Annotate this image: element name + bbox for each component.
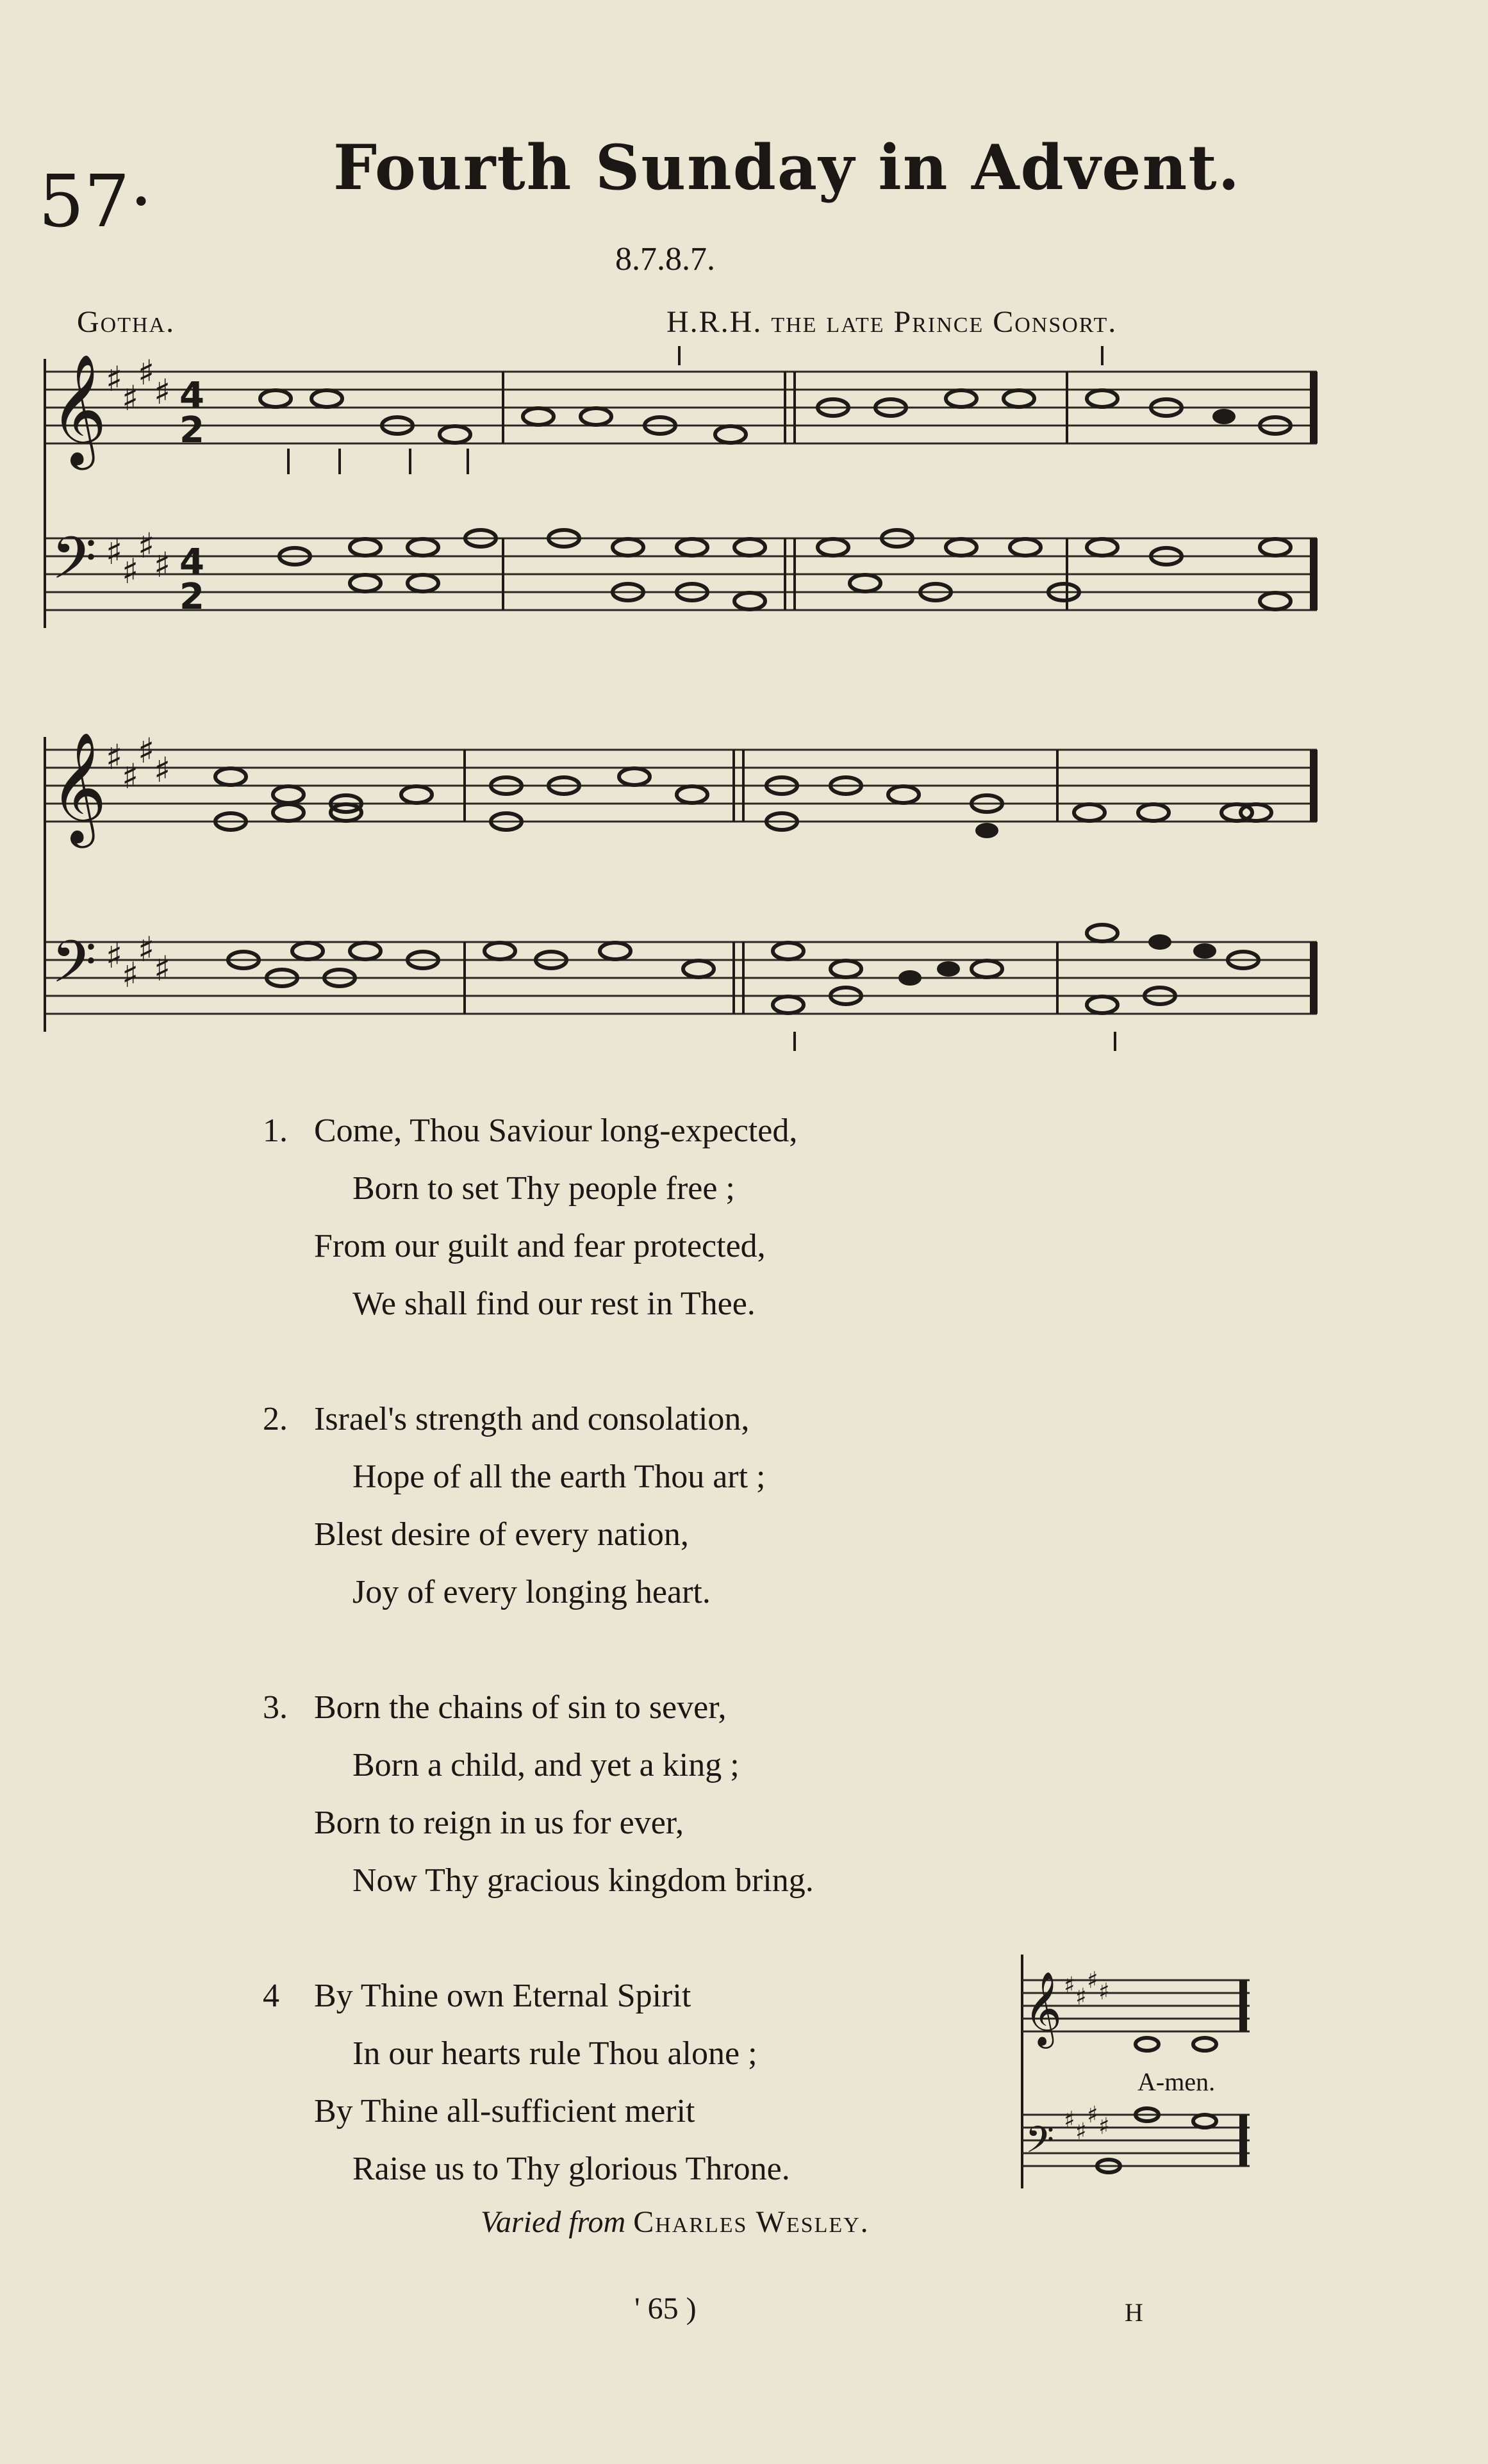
svg-text:♯: ♯: [1087, 1967, 1098, 1994]
svg-text:♯: ♯: [1098, 1979, 1110, 2005]
verse-number: 4: [263, 1978, 279, 2014]
svg-text:♯: ♯: [1087, 2102, 1098, 2128]
svg-text:♯: ♯: [1075, 1984, 1087, 2010]
svg-text:♯: ♯: [138, 929, 155, 970]
tune-name: Gotha.: [77, 305, 176, 339]
verse-line: 1. Come, Thou Saviour long-expected,: [314, 1102, 797, 1160]
verse-4: [263, 1967, 790, 2198]
verse-line: From our guilt and fear protected,: [314, 1228, 766, 1264]
svg-text:♯: ♯: [154, 948, 171, 989]
svg-text:♯: ♯: [138, 352, 155, 393]
treble-clef-icon: 𝄞: [1024, 1971, 1062, 2046]
svg-text:2: 2: [179, 409, 204, 451]
treble-clef-icon: 𝄞: [50, 732, 107, 843]
verse-number: 3.: [263, 1689, 288, 1726]
svg-text:♯: ♯: [106, 532, 123, 572]
verse-line: By Thine all-sufficient merit: [314, 2093, 695, 2129]
amen-label: A-men.: [1137, 2067, 1216, 2096]
verse-line: 3. Born the chains of sin to sever,: [314, 1679, 814, 1737]
verse-line: Hope of all the earth Thou art ;: [352, 1459, 766, 1495]
svg-text:4: 4: [179, 375, 204, 417]
svg-text:♯: ♯: [154, 545, 171, 585]
bass-clef-icon: 𝄢: [51, 928, 97, 1010]
verse-line: In our hearts rule Thou alone ;: [352, 2035, 757, 2072]
svg-text:♯: ♯: [138, 525, 155, 566]
key-signature: [106, 731, 170, 995]
verse-line: Born to reign in us for ever,: [314, 1805, 684, 1841]
attribution: [481, 2204, 870, 2240]
verse-line: Joy of every longing heart.: [352, 1574, 711, 1610]
svg-text:♯: ♯: [154, 750, 171, 790]
music-system-2: [38, 724, 1327, 1057]
svg-text:♯: ♯: [1064, 1972, 1075, 1999]
hymn-title: Fourth Sunday in Advent.: [333, 131, 1241, 204]
attribution-author: Charles Wesley.: [633, 2205, 870, 2239]
svg-text:♯: ♯: [122, 551, 139, 591]
page-number: ' 65 ): [634, 2292, 697, 2326]
verse-3: [263, 1679, 814, 1910]
svg-text:♯: ♯: [138, 731, 155, 771]
time-signature: [179, 375, 204, 618]
hymn-number: 57·: [38, 160, 153, 244]
verse-line: Raise us to Thy glorious Throne.: [352, 2151, 790, 2187]
svg-text:♯: ♯: [1064, 2107, 1075, 2133]
svg-text:4: 4: [179, 542, 204, 583]
bass-clef-icon: 𝄢: [51, 524, 97, 606]
notes-system-1: [260, 346, 1291, 609]
svg-text:♯: ♯: [122, 378, 139, 418]
bass-clef-icon: 𝄢: [1025, 2118, 1055, 2170]
verse-line: 4 By Thine own Eternal Spirit: [314, 1967, 790, 2025]
music-system-1: [38, 346, 1327, 654]
key-signature: [1064, 1967, 1109, 2145]
verse-line: Born a child, and yet a king ;: [352, 1747, 740, 1783]
verse-number: 1.: [263, 1112, 288, 1149]
verse-line: Now Thy gracious kingdom bring.: [352, 1862, 814, 1899]
verse-line: We shall find our rest in Thee.: [352, 1286, 756, 1322]
treble-clef-icon: 𝄞: [50, 354, 107, 465]
attribution-prefix: Varied from: [481, 2205, 626, 2239]
svg-text:♯: ♯: [106, 737, 123, 777]
verse-line: 2. Israel's strength and consolation,: [314, 1391, 766, 1448]
signature-mark: H: [1125, 2298, 1143, 2327]
treble-staff: [45, 372, 1317, 443]
verse-2: [263, 1391, 766, 1621]
svg-text:♯: ♯: [1098, 2113, 1110, 2140]
svg-text:♯: ♯: [106, 359, 123, 399]
key-signature: [106, 352, 170, 591]
svg-text:♯: ♯: [154, 372, 171, 412]
svg-text:♯: ♯: [122, 955, 139, 995]
verse-number: 2.: [263, 1401, 288, 1437]
verse-line: Born to set Thy people free ;: [352, 1170, 735, 1207]
svg-text:♯: ♯: [122, 756, 139, 797]
verse-1: [263, 1102, 798, 1333]
svg-text:2: 2: [179, 576, 204, 618]
meter: 8.7.8.7.: [615, 241, 715, 277]
composer: H.R.H. the late Prince Consort.: [666, 305, 1118, 339]
verse-line: Blest desire of every nation,: [314, 1516, 689, 1553]
svg-text:♯: ♯: [106, 936, 123, 976]
svg-text:♯: ♯: [1075, 2119, 1087, 2145]
